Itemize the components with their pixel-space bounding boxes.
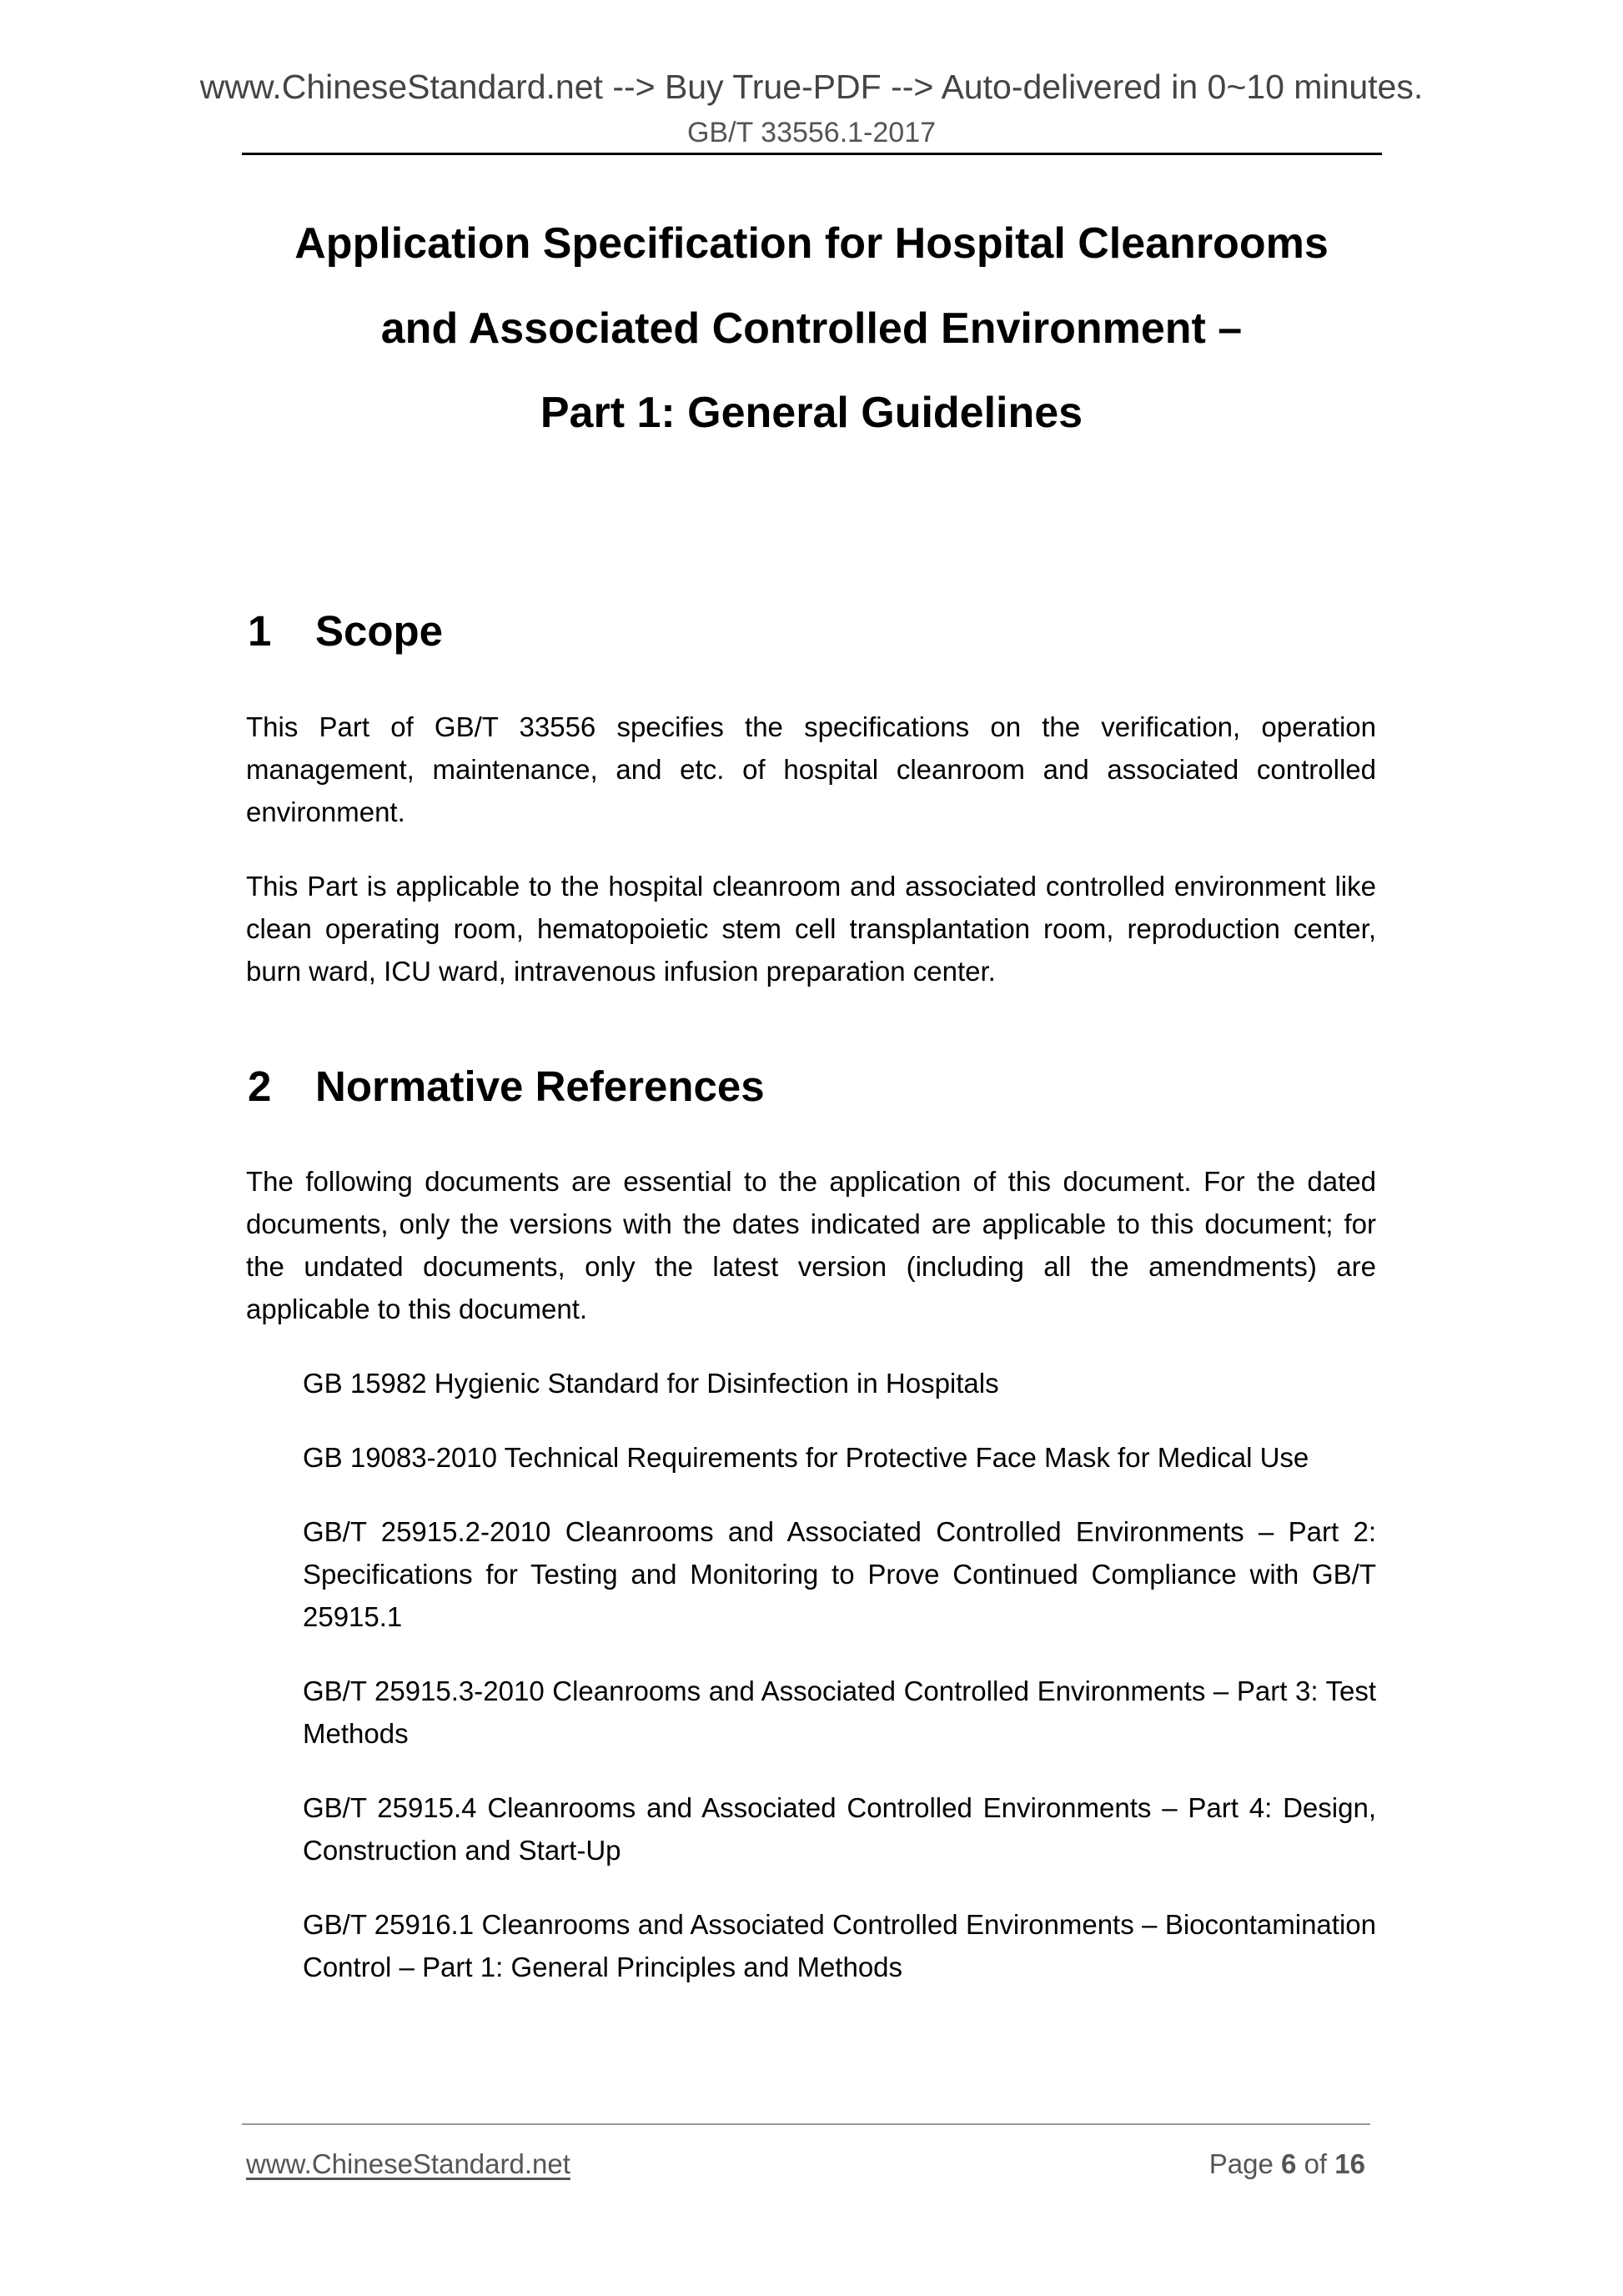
page-total: 16 [1334,2148,1365,2179]
reference-item: GB/T 25915.2-2010 Cleanrooms and Associated Controlled Environments – Part 2: Specifications for Testing and Monitoring to Prove Continued Compliance with GB/T 25915.1 [303,1516,1376,1632]
document-title-line-1: Application Specification for Hospital Cleanrooms [294,219,1329,268]
page-label: Page [1208,2148,1274,2179]
page-indicator [1209,2147,1365,2182]
reference-item: GB/T 25915.4 Cleanrooms and Associated Controlled Environments – Part 4: Design, Construction and Start-Up [303,1792,1376,1866]
section-number: 1 [248,607,272,655]
reference-item: GB/T 25915.3-2010 Cleanrooms and Associated Controlled Environments – Part 3: Test Methods [303,1676,1376,1749]
header-banner: www.ChineseStandard.net --> Buy True-PDF --> Auto-delivered in 0~10 minutes. [199,68,1424,106]
document-title-line-2: and Associated Controlled Environment – [380,304,1243,353]
reference-item: GB 15982 Hygienic Standard for Disinfection in Hospitals [303,1368,999,1399]
page-current: 6 [1281,2148,1297,2179]
reference-item: GB/T 25916.1 Cleanrooms and Associated Controlled Environments – Biocontamination Control – Part 1: General Principles and Methods [303,1909,1376,1982]
section-title: Scope [315,607,444,655]
footer-divider [242,2123,1370,2125]
header-divider [242,153,1382,155]
scope-paragraph-2: This Part is applicable to the hospital cleanroom and associated controlled environment like clean operating room, hematopoietic stem cell transplantation room, reproduction center, burn ward, ICU ward, intravenous infusion preparation center. [246,871,1376,987]
scope-paragraph-1: This Part of GB/T 33556 specifies the specifications on the verification, operation management, maintenance, and etc. of hospital cleanroom and associated controlled environment. [246,711,1376,827]
section-heading-scope [248,606,443,656]
document-title-line-3: Part 1: General Guidelines [540,389,1083,437]
footer-website-link[interactable]: www.ChineseStandard.net [246,2148,570,2179]
section-title: Normative References [315,1063,765,1110]
header-standard-number: GB/T 33556.1-2017 [686,117,937,148]
reference-item: GB 19083-2010 Technical Requirements for Protective Face Mask for Medical Use [303,1442,1309,1473]
normative-references-intro: The following documents are essential to the application of this document. For the dated documents, only the versions with the dates indicated are applicable to this document; for the undated documents, only the latest version (including all the amendments) are applicable to this document. [246,1166,1376,1324]
reference-list [303,1362,1376,2020]
section-heading-normative-references [248,1062,765,1112]
section-number: 2 [248,1063,272,1110]
page-of: of [1304,2148,1328,2179]
